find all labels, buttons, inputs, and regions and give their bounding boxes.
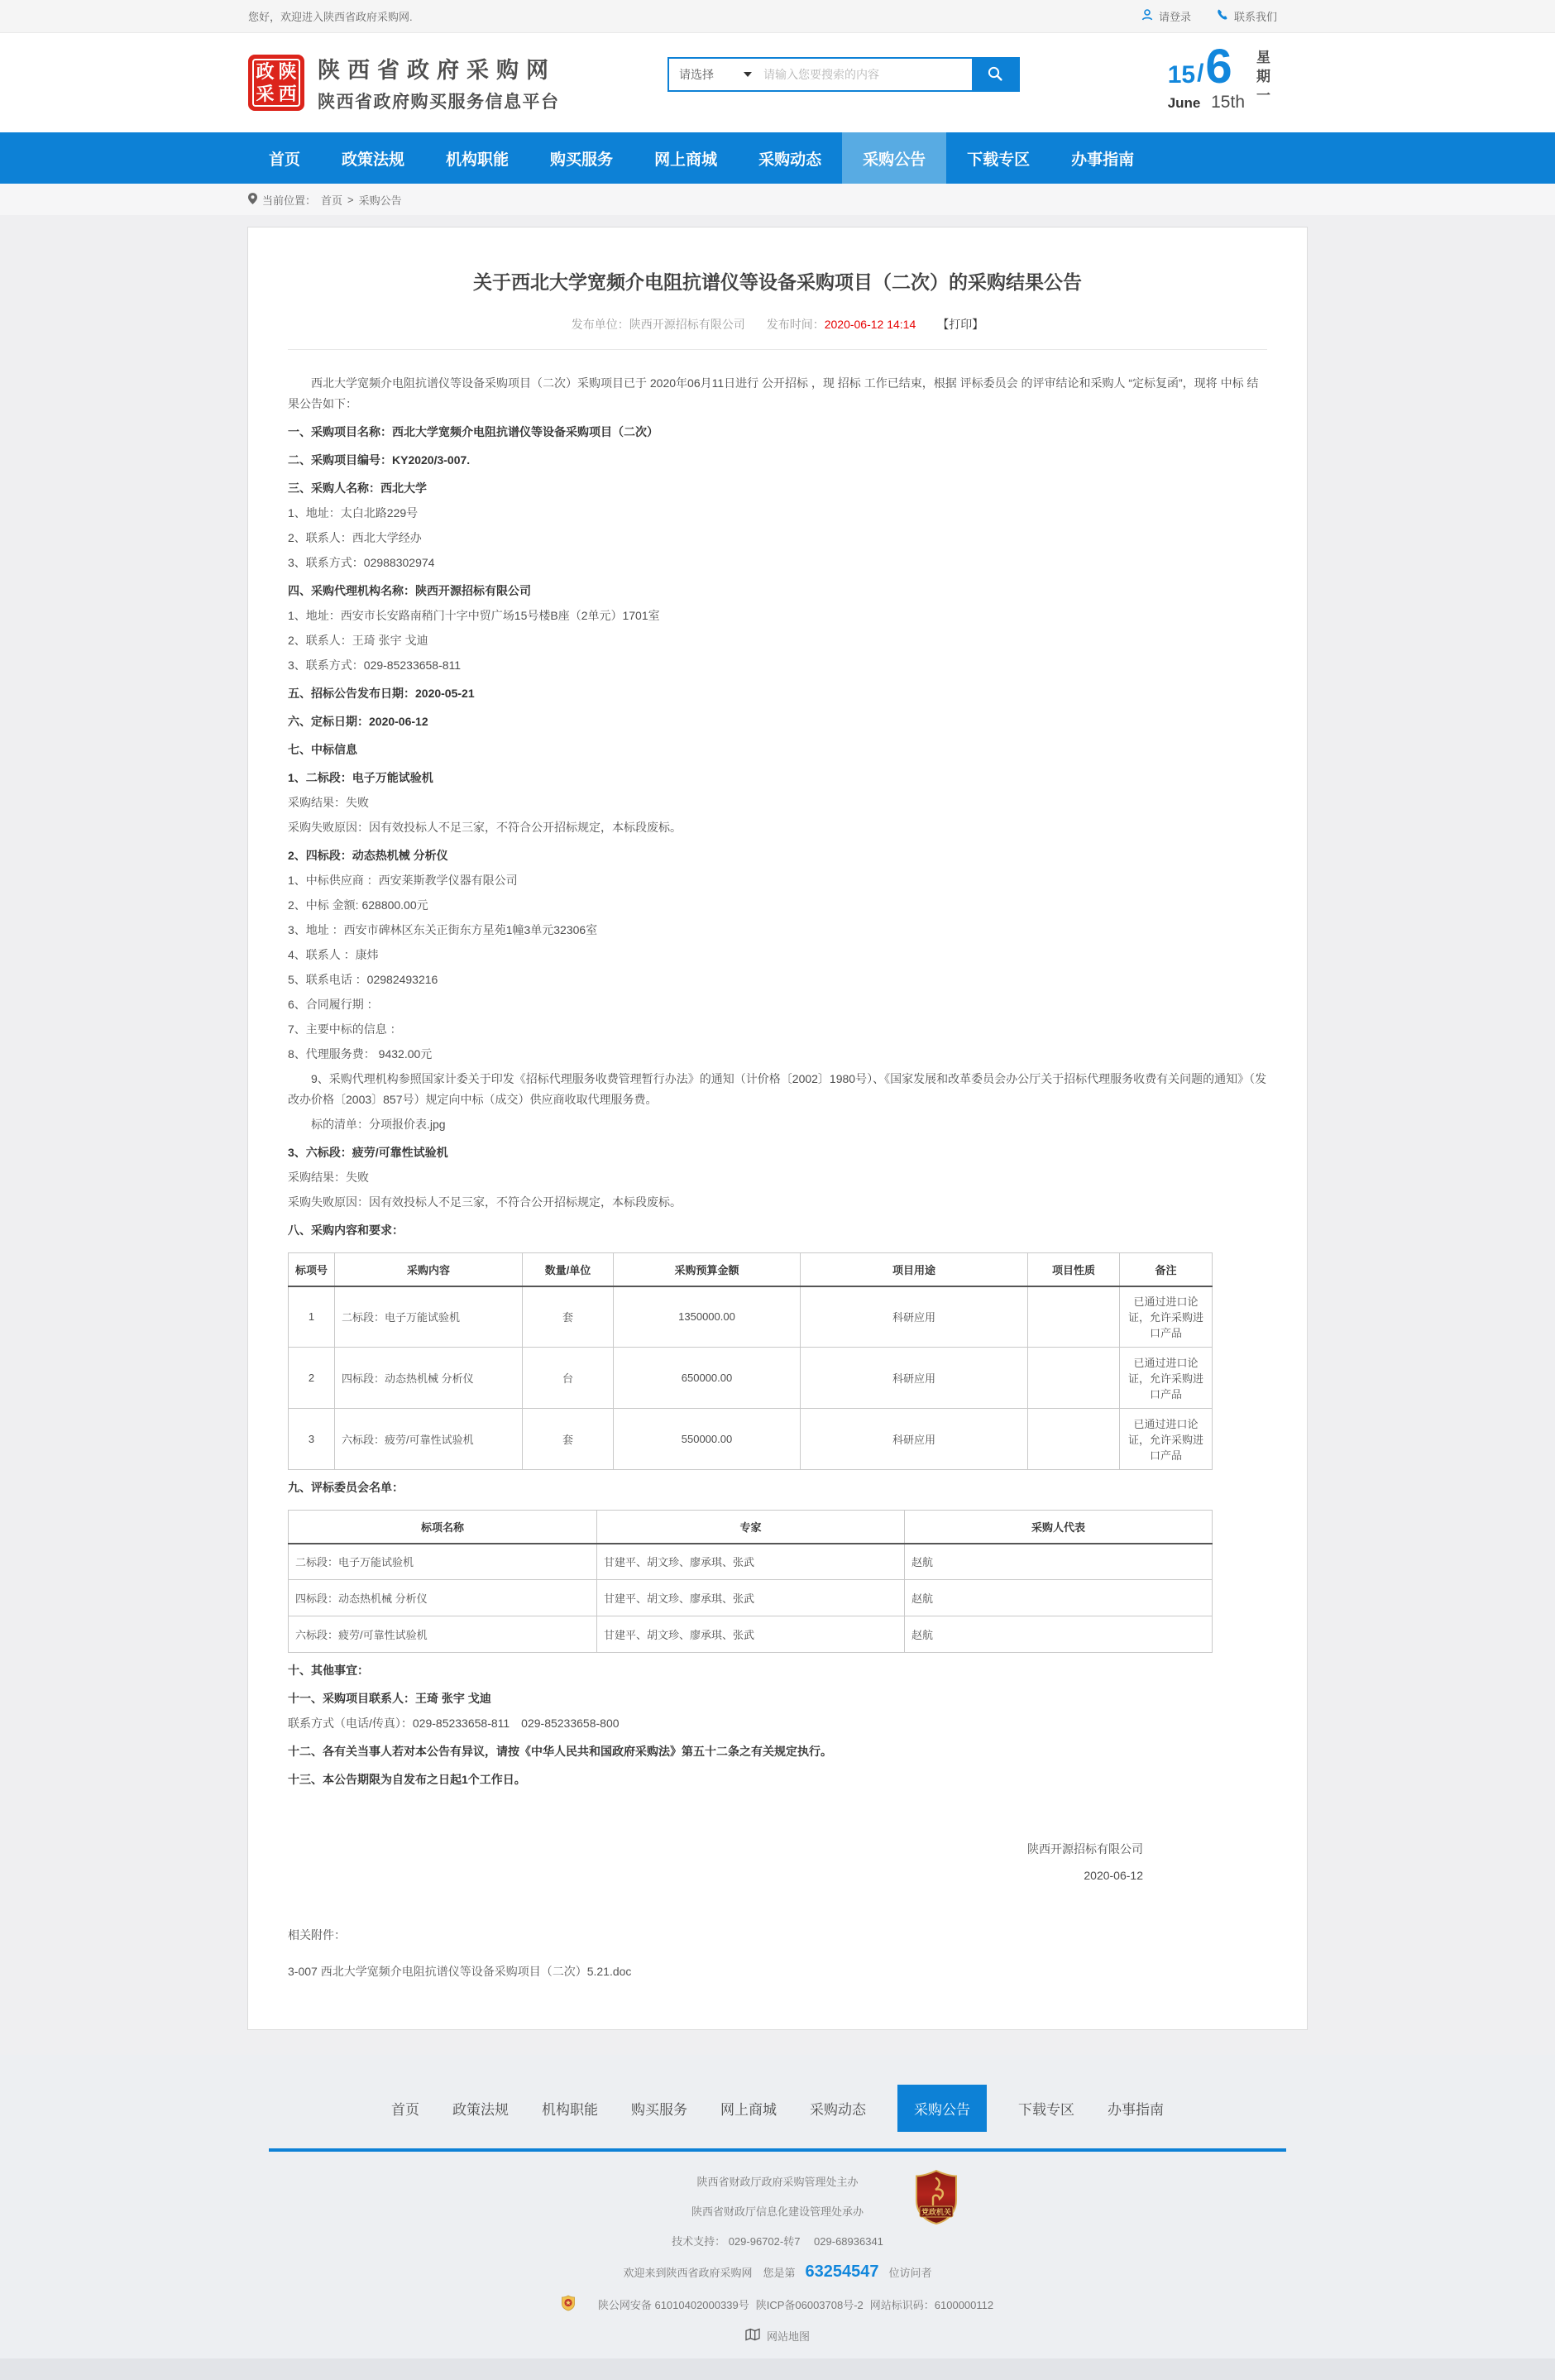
beian-icp: 陕ICP备06003708号-2	[755, 2299, 864, 2311]
chevron-down-icon	[744, 72, 752, 77]
visitor-prefix: 欢迎来到陕西省政府采购网 您是第	[623, 2267, 796, 2279]
table-cell: 科研应用	[801, 1409, 1028, 1470]
attachments-section	[288, 1927, 1267, 1980]
attachments-label: 相关附件：	[288, 1928, 346, 1942]
sitemap-link[interactable]: 网站地图	[766, 2330, 810, 2343]
col-header: 专家	[597, 1511, 905, 1544]
table-cell: 科研应用	[801, 1348, 1028, 1409]
section-heading: 六、定标日期：2020-06-12	[288, 715, 428, 728]
table-header-row	[289, 1511, 1213, 1544]
table-cell: 1	[289, 1286, 335, 1348]
date-widget	[1167, 40, 1270, 113]
visitor-suffix: 位访问者	[888, 2267, 932, 2279]
paragraph: 8、代理服务费： 9432.00元	[288, 1047, 433, 1061]
footer-nav-downloads[interactable]: 下载专区	[1018, 2102, 1074, 2118]
date-day-en: 15th	[1211, 93, 1245, 112]
paragraph: 2、中标 金额: 628800.00元	[288, 898, 428, 912]
table-cell: 四标段：动态热机械 分析仪	[335, 1348, 523, 1409]
table-row	[289, 1544, 1213, 1580]
col-header: 采购预算金额	[614, 1253, 801, 1286]
section-heading: 九、评标委员会名单：	[288, 1481, 404, 1494]
paragraph: 采购结果：失败	[288, 1171, 369, 1184]
nav-item-home[interactable]: 首页	[269, 151, 301, 169]
footer-nav-policies[interactable]: 政策法规	[452, 2102, 509, 2118]
section-heading: 三、采购人名称：西北大学	[288, 481, 427, 495]
table-row	[289, 1286, 1213, 1348]
table-cell: 甘建平、胡文珍、廖承琪、张武	[597, 1544, 905, 1580]
login-link[interactable]	[1141, 8, 1191, 24]
table-cell: 已通过进口论证，允许采购进口产品	[1120, 1348, 1213, 1409]
section-heading: 一、采购项目名称：西北大学宽频介电阻抗谱仪等设备采购项目（二次）	[288, 425, 658, 438]
paragraph: 6、合同履行期 ：	[288, 998, 379, 1011]
date-month-en: June	[1167, 95, 1201, 111]
nav-item-policies[interactable]: 政策法规	[342, 151, 405, 169]
visitor-count: 63254547	[805, 2263, 879, 2281]
table-cell: 3	[289, 1409, 335, 1470]
col-header: 项目用途	[801, 1253, 1028, 1286]
site-subtitle: 陕西省政府购买服务信息平台	[318, 93, 560, 112]
phone-icon	[1216, 8, 1229, 24]
nav-item-procurement-notices[interactable]: 采购公告	[842, 132, 946, 184]
section-heading: 2、四标段：动态热机械 分析仪	[288, 849, 448, 862]
table-header-row	[289, 1253, 1213, 1286]
publisher-label: 发布单位：陕西开源招标有限公司	[571, 318, 745, 331]
breadcrumb-separator: >	[347, 193, 354, 206]
table-row	[289, 1580, 1213, 1616]
paragraph: 1、地址：西安市长安路南稍门十字中贸广场15号楼B座（2单元）1701室	[288, 609, 660, 622]
table-cell: 550000.00	[614, 1409, 801, 1470]
paragraph: 9、采购代理机构参照国家计委关于印发《招标代理服务收费管理暂行办法》的通知（计价格〔2002〕1980号）、《国家发展和改革委员会办公厅关于招标代理服务收费有关问题的通知》（发改办价格〔2003〕857号）规定向中标（成交）供应商收取代理服务费。	[288, 1072, 1267, 1106]
col-header: 标项名称	[289, 1511, 597, 1544]
table-cell: 甘建平、胡文珍、廖承琪、张武	[597, 1616, 905, 1653]
table-cell	[1028, 1286, 1120, 1348]
table-cell: 六标段：疲劳/可靠性试验机	[335, 1409, 523, 1470]
table-cell: 二标段：电子万能试验机	[289, 1544, 597, 1580]
site-name: 陕西省政府采购网	[318, 58, 556, 83]
date-month: 6	[1205, 40, 1232, 93]
search-button[interactable]	[972, 59, 1018, 90]
paragraph: 3、联系方式：029-85233658-811	[288, 658, 462, 672]
footer-nav-purchase-services[interactable]: 购买服务	[631, 2102, 687, 2118]
section-heading: 1、二标段：电子万能试验机	[288, 771, 433, 784]
footer-visitor-row	[248, 2263, 1307, 2282]
footer-beian-row	[248, 2296, 1307, 2313]
article-body	[288, 373, 1267, 1790]
paragraph: 5、联系电话 ：02982493216	[288, 973, 438, 986]
logo-char: 西	[278, 83, 297, 104]
footer-sitemap-row	[248, 2327, 1307, 2344]
paragraph: 采购失败原因：因有效投标人不足三家，不符合公开招标规定，本标段废标。	[288, 821, 682, 834]
nav-item-online-mall[interactable]: 网上商城	[654, 151, 718, 169]
footer-tech-support: 技术支持： 029-96702-转7 029-68936341	[672, 2235, 883, 2248]
section-heading: 四、采购代理机构名称：陕西开源招标有限公司	[288, 584, 531, 597]
col-header: 采购内容	[335, 1253, 523, 1286]
footer	[0, 2055, 1555, 2380]
contact-label: 联系我们	[1233, 11, 1277, 23]
site-logo	[248, 55, 304, 111]
table-cell: 科研应用	[801, 1286, 1028, 1348]
beian-police-link[interactable]: 陕公网安备 61010402000339号	[597, 2299, 749, 2311]
page-title: 关于西北大学宽频介电阻抗谱仪等设备采购项目（二次）的采购结果公告	[473, 271, 1082, 293]
search-input[interactable]	[762, 59, 972, 90]
nav-item-purchase-services[interactable]: 购买服务	[550, 151, 614, 169]
gov-shield-badge	[915, 2170, 958, 2227]
table-cell: 赵航	[905, 1544, 1213, 1580]
footer-organizer: 陕西省财政厅政府采购管理处主办	[696, 2176, 859, 2188]
print-button[interactable]: 【打印】	[937, 318, 984, 331]
footer-bottom-strip	[0, 2358, 1555, 2380]
date-day: 15	[1167, 61, 1196, 89]
contact-link[interactable]	[1216, 8, 1277, 24]
table-cell: 2	[289, 1348, 335, 1409]
footer-info	[248, 2173, 1307, 2344]
section-heading: 八、采购内容和要求：	[288, 1224, 404, 1237]
table-cell: 赵航	[905, 1616, 1213, 1653]
logo-char: 政	[256, 60, 275, 82]
table-cell: 1350000.00	[614, 1286, 801, 1348]
article-card	[247, 227, 1308, 2030]
footer-divider	[269, 2148, 1286, 2152]
publish-time-label: 发布时间：	[766, 318, 825, 331]
user-icon	[1141, 8, 1154, 24]
table-cell: 650000.00	[614, 1348, 801, 1409]
login-label: 请登录	[1158, 11, 1191, 23]
paragraph: 2、联系人：西北大学经办	[288, 531, 422, 544]
paragraph: 标的清单：分项报价表.jpg	[311, 1118, 446, 1131]
table-cell	[1028, 1348, 1120, 1409]
footer-nav-guides[interactable]: 办事指南	[1108, 2102, 1164, 2118]
procurement-content-table	[288, 1252, 1213, 1470]
footer-nav-procurement-news[interactable]: 采购动态	[810, 2102, 866, 2118]
site-code: 网站标识码：6100000112	[869, 2299, 994, 2311]
section-heading: 十一、采购项目联系人：王琦 张宇 戈迪	[288, 1692, 491, 1705]
breadcrumb-current: 采购公告	[358, 194, 402, 207]
table-cell: 赵航	[905, 1580, 1213, 1616]
nav-item-guides[interactable]: 办事指南	[1071, 151, 1135, 169]
search-category-label: 请选择	[679, 68, 714, 81]
table-cell: 套	[523, 1409, 614, 1470]
paragraph: 1、中标供应商 ：西安莱斯教学仪器有限公司	[288, 874, 518, 887]
col-header: 项目性质	[1028, 1253, 1120, 1286]
committee-table	[288, 1510, 1213, 1653]
paragraph: 西北大学宽频介电阻抗谱仪等设备采购项目（二次）采购项目已于 2020年06月11日进行 公开招标 ，现 招标 工作已结束，根据 评标委员会 的评审结论和采购人 “定标复函”，现将 中标 结果公告如下：	[288, 376, 1259, 410]
search-icon	[986, 65, 1004, 85]
paragraph: 3、联系方式：02988302974	[288, 556, 435, 569]
paragraph: 4、联系人 ：康炜	[288, 948, 379, 961]
signature-date: 2020-06-12	[1084, 1869, 1143, 1882]
article-meta	[288, 316, 1267, 350]
paragraph: 3、地址 ：西安市碑林区东关正街东方星苑1幢3单元32306室	[288, 923, 598, 936]
table-cell: 六标段：疲劳/可靠性试验机	[289, 1616, 597, 1653]
site-header	[0, 33, 1555, 132]
footer-undertaker: 陕西省财政厅信息化建设管理处承办	[691, 2205, 864, 2218]
table-row	[289, 1616, 1213, 1653]
nav-item-procurement-news[interactable]: 采购动态	[758, 151, 822, 169]
table-cell: 套	[523, 1286, 614, 1348]
breadcrumb-bar	[0, 184, 1555, 215]
badge-label: 党政机关	[921, 2208, 952, 2216]
table-row	[289, 1348, 1213, 1409]
attachment-link[interactable]: 3-007 西北大学宽频介电阻抗谱仪等设备采购项目（二次）5.21.doc	[288, 1965, 632, 1978]
police-badge-icon	[562, 2296, 575, 2313]
weekday-label: 星 期 一	[1256, 50, 1270, 103]
paragraph: 7、主要中标的信息 ：	[288, 1022, 402, 1036]
section-heading: 十三、本公告期限为自发布之日起1个工作日。	[288, 1773, 526, 1786]
footer-nav-online-mall[interactable]: 网上商城	[720, 2102, 777, 2118]
signature-block	[288, 1836, 1267, 1889]
sitemap-icon	[745, 2327, 760, 2344]
footer-nav-home[interactable]: 首页	[391, 2102, 419, 2118]
paragraph: 采购结果：失败	[288, 796, 369, 809]
footer-nav	[0, 2085, 1555, 2132]
paragraph: 采购失败原因：因有效投标人不足三家，不符合公开招标规定，本标段废标。	[288, 1195, 682, 1209]
main-nav	[0, 132, 1555, 184]
publish-time: 2020-06-12 14:14	[824, 318, 916, 331]
table-cell: 甘建平、胡文珍、廖承琪、张武	[597, 1580, 905, 1616]
table-cell: 二标段：电子万能试验机	[335, 1286, 523, 1348]
search-category-select[interactable]	[669, 59, 762, 90]
section-heading: 五、招标公告发布日期：2020-05-21	[288, 687, 475, 700]
breadcrumb-home-link[interactable]: 首页	[321, 194, 343, 207]
location-pin-icon	[248, 193, 257, 207]
section-heading: 十二、各有关当事人若对本公告有异议，请按《中华人民共和国政府采购法》第五十二条之有关规定执行。	[288, 1745, 832, 1758]
nav-item-functions[interactable]: 机构职能	[446, 151, 510, 169]
section-heading: 3、六标段：疲劳/可靠性试验机	[288, 1146, 448, 1159]
top-bar	[0, 0, 1555, 33]
paragraph: 联系方式（电话/传真）：029-85233658-811 029-85233658-800	[288, 1717, 620, 1730]
footer-nav-procurement-notices[interactable]: 采购公告	[897, 2085, 987, 2132]
nav-item-downloads[interactable]: 下载专区	[967, 151, 1031, 169]
section-heading: 十、其他事宜：	[288, 1664, 369, 1677]
table-cell: 已通过进口论证，允许采购进口产品	[1120, 1286, 1213, 1348]
col-header: 标项号	[289, 1253, 335, 1286]
breadcrumb-prefix: 当前位置：	[262, 194, 317, 207]
signature-company: 陕西开源招标有限公司	[1027, 1842, 1143, 1856]
search-bar	[667, 57, 1020, 92]
col-header: 数量/单位	[523, 1253, 614, 1286]
footer-nav-functions[interactable]: 机构职能	[542, 2102, 598, 2118]
col-header: 备注	[1120, 1253, 1213, 1286]
main-area	[0, 215, 1555, 2055]
paragraph: 1、地址：太白北路229号	[288, 506, 419, 520]
table-cell: 已通过进口论证，允许采购进口产品	[1120, 1409, 1213, 1470]
table-cell	[1028, 1409, 1120, 1470]
date-separator: /	[1197, 60, 1204, 87]
logo-char: 采	[256, 83, 275, 104]
logo-char: 陕	[278, 60, 297, 82]
col-header: 采购人代表	[905, 1511, 1213, 1544]
table-cell: 台	[523, 1348, 614, 1409]
table-cell: 四标段：动态热机械 分析仪	[289, 1580, 597, 1616]
section-heading: 七、中标信息	[288, 743, 357, 756]
paragraph: 2、联系人：王琦 张宇 戈迪	[288, 634, 428, 647]
section-heading: 二、采购项目编号：KY2020/3-007.	[288, 453, 471, 467]
welcome-text: 您好，欢迎进入陕西省政府采购网.	[248, 11, 413, 23]
table-row	[289, 1409, 1213, 1470]
